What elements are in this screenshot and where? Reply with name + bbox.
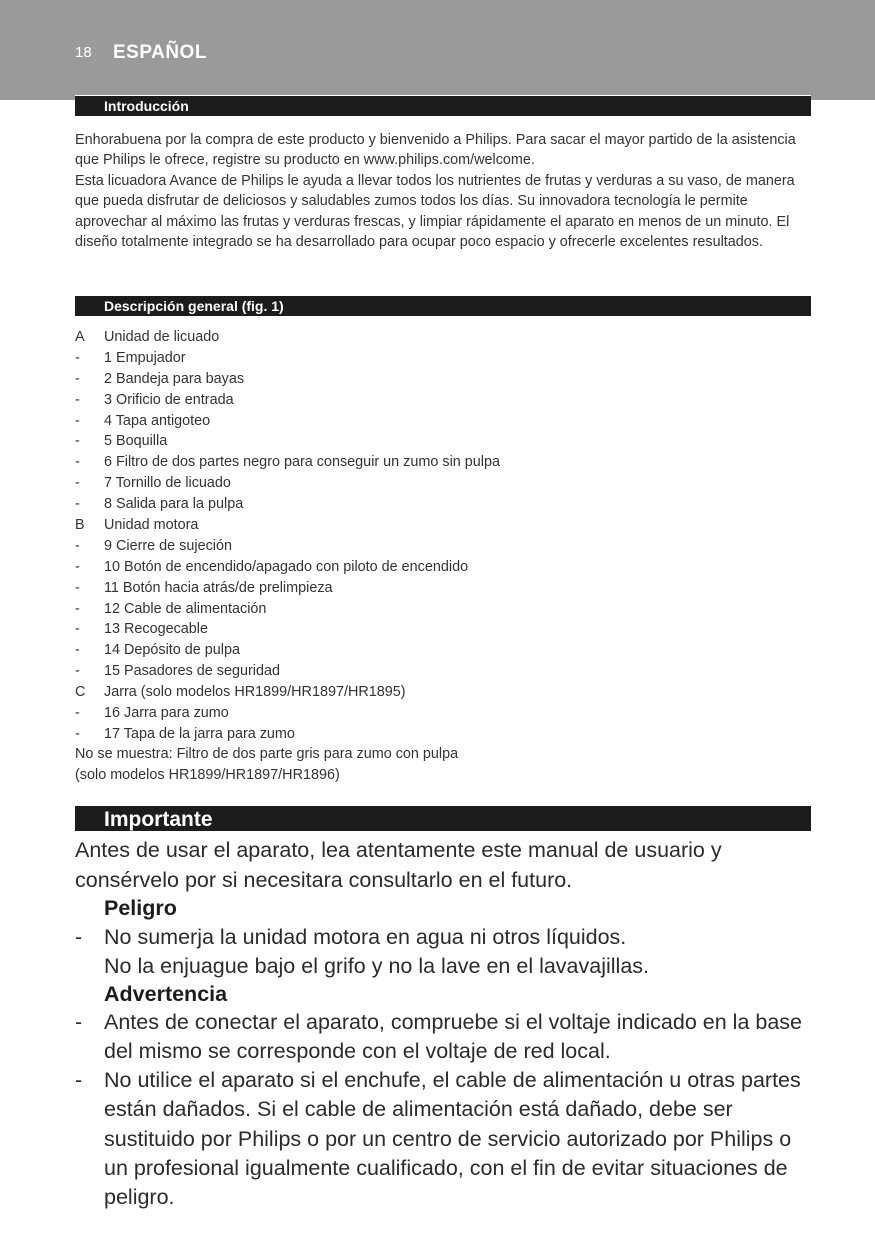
list-marker: C <box>75 684 86 701</box>
danger-item-line-1: No sumerja la unidad motora en agua ni otros líquidos. <box>104 925 627 949</box>
list-item <box>75 411 815 432</box>
parts-list <box>75 327 815 745</box>
language-label: ESPAÑOL <box>113 42 207 63</box>
list-marker: - <box>75 370 80 387</box>
list-item <box>75 536 815 557</box>
list-item-text: 11 Botón hacia atrás/de prelimpieza <box>104 579 333 596</box>
list-item <box>75 578 815 599</box>
list-marker: - <box>75 391 80 408</box>
list-marker: - <box>75 600 80 617</box>
list-item-text: 9 Cierre de sujeción <box>104 537 232 554</box>
list-marker: - <box>75 558 80 575</box>
note-line-1: No se muestra: Filtro de dos parte gris para zumo con pulpa <box>75 746 459 762</box>
list-item-text: 10 Botón de encendido/apagado con piloto de encendido <box>104 558 469 575</box>
list-marker: - <box>75 1010 83 1034</box>
list-marker: - <box>75 621 80 638</box>
list-item-text: 3 Orificio de entrada <box>104 391 234 408</box>
list-marker: - <box>75 925 83 949</box>
danger-item <box>75 923 815 982</box>
note-line-2: (solo modelos HR1899/HR1897/HR1896) <box>75 766 340 783</box>
danger-heading: Peligro <box>104 896 177 920</box>
warning-item <box>75 1066 815 1212</box>
list-marker: - <box>75 349 80 366</box>
list-item <box>75 452 815 473</box>
list-marker: - <box>75 454 80 471</box>
list-item-text: 17 Tapa de la jarra para zumo <box>104 725 295 742</box>
list-item-text: 13 Recogecable <box>104 621 209 638</box>
list-item-text: 2 Bandeja para bayas <box>104 370 245 387</box>
list-item <box>75 703 815 724</box>
section-title-introduccion: Introducción <box>75 95 811 116</box>
list-item-text: 8 Salida para la pulpa <box>104 496 244 513</box>
list-item <box>75 348 815 369</box>
list-item <box>75 682 815 703</box>
section-title-descripcion: Descripción general (fig. 1) <box>75 295 811 316</box>
list-marker: - <box>75 725 80 742</box>
list-item <box>75 327 815 348</box>
list-item <box>75 640 815 661</box>
list-marker: - <box>75 579 80 596</box>
list-marker: B <box>75 517 85 534</box>
list-item <box>75 599 815 620</box>
list-item <box>75 494 815 515</box>
list-marker: - <box>75 663 80 680</box>
list-item-text: 12 Cable de alimentación <box>104 600 267 617</box>
list-item-text: Unidad de licuado <box>104 329 220 345</box>
important-intro: Antes de usar el aparato, lea atentamente este manual de usuario y consérvelo por si necesitara consultarlo en el futuro. <box>75 838 722 892</box>
warning-item <box>75 1008 815 1067</box>
list-item-text: 15 Pasadores de seguridad <box>104 663 281 680</box>
intro-paragraph-1: Enhorabuena por la compra de este producto y bienvenido a Philips. Para sacar el mayor partido de la asistencia que Philips le ofrece, registre su producto en www.philips.com/welcome. <box>75 132 796 169</box>
list-marker: - <box>75 496 80 513</box>
list-item-text: 5 Boquilla <box>104 433 168 450</box>
list-item <box>75 431 815 452</box>
list-marker: - <box>75 412 80 429</box>
list-item-text: 16 Jarra para zumo <box>104 705 229 722</box>
list-item-text: 4 Tapa antigoteo <box>104 412 211 429</box>
list-item <box>75 369 815 390</box>
warning-item-text: Antes de conectar el aparato, compruebe si el voltaje indicado en la base del mismo se corresponde con el voltaje de red local. <box>104 1010 802 1064</box>
intro-paragraph-2: Esta licuadora Avance de Philips le ayuda a llevar todos los nutrientes de frutas y verduras a su vaso, de manera que pueda disfrutar de deliciosos y saludables zumos todos los días. Su innovadora tecnología le permite aprovechar al máximo las frutas y verduras frescas, y limpiar rápidamente el aparato en menos de un minuto. El diseño totalmente integrado se ha desarrollado para ocupar poco espacio y ofrecerle excelentes resultados. <box>75 173 795 251</box>
list-item <box>75 619 815 640</box>
list-item-text: 7 Tornillo de licuado <box>104 475 231 492</box>
list-item <box>75 515 815 536</box>
page-number: 18 <box>75 44 92 61</box>
warning-heading: Advertencia <box>104 982 228 1006</box>
list-marker: - <box>75 1068 83 1092</box>
list-marker: - <box>75 433 80 450</box>
list-item-text: Jarra (solo modelos HR1899/HR1897/HR1895) <box>104 684 406 701</box>
overview-note <box>75 744 458 786</box>
section-title-importante: Importante <box>75 805 811 831</box>
list-item <box>75 661 815 682</box>
warning-item-text: No utilice el aparato si el enchufe, el cable de alimentación u otras partes están dañados. Si el cable de alimentación está dañado, debe ser sustituido por Philips o por un centro de servicio autorizado por Philips o un profesional igualmente cualificado, con el fin de evitar situaciones de peligro. <box>104 1068 801 1210</box>
list-marker: A <box>75 329 85 345</box>
list-marker: - <box>75 475 80 492</box>
page-header <box>0 0 875 100</box>
list-item-text: 6 Filtro de dos partes negro para conseguir un zumo sin pulpa <box>104 454 500 471</box>
list-item-text: Unidad motora <box>104 517 199 534</box>
list-item <box>75 557 815 578</box>
list-item <box>75 390 815 411</box>
list-item <box>75 724 815 745</box>
danger-item-line-2: No la enjuague bajo el grifo y no la lave en el lavavajillas. <box>104 954 650 979</box>
list-marker: - <box>75 705 80 722</box>
list-item-text: 1 Empujador <box>104 349 186 366</box>
list-item-text: 14 Depósito de pulpa <box>104 642 241 659</box>
list-item <box>75 473 815 494</box>
list-marker: - <box>75 537 80 554</box>
list-marker: - <box>75 642 80 659</box>
